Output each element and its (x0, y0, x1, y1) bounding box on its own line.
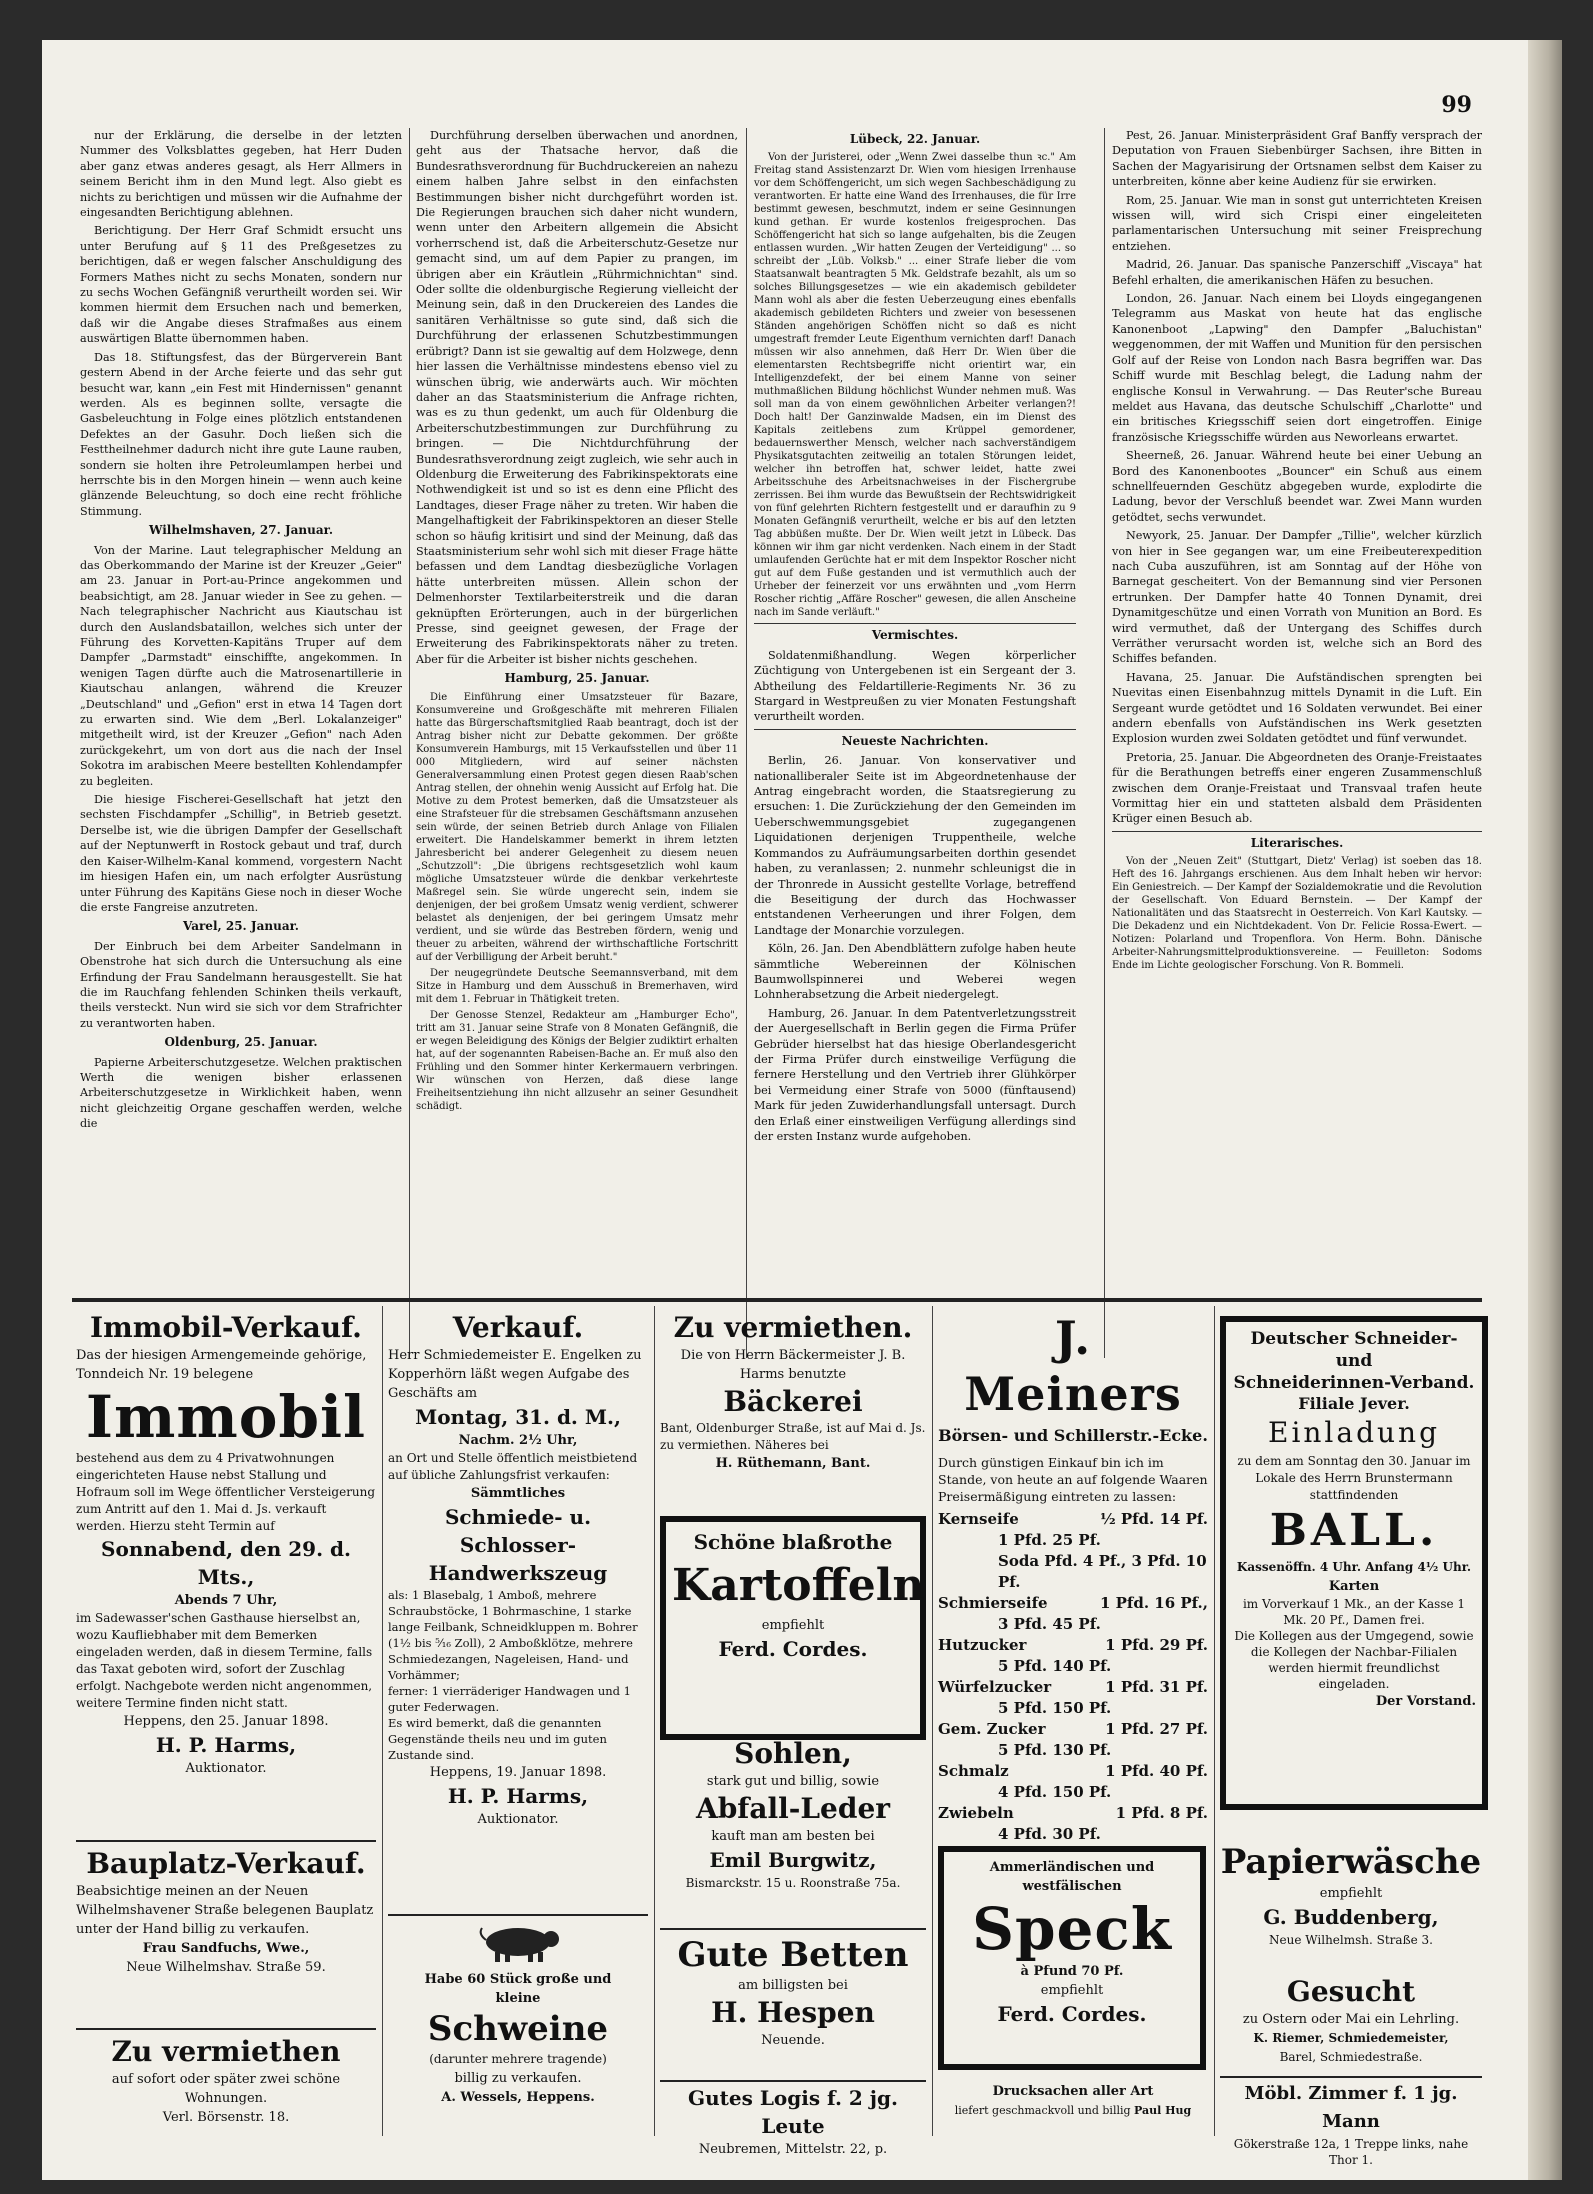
dateline: Wilhelmshaven, 27. Januar. (148, 523, 334, 538)
ad-text: ferner: 1 vierräderiger Handwagen und 1 guter Federwagen. (388, 1684, 631, 1714)
price-row (938, 1551, 1208, 1593)
ad-signer: Frau Sandfuchs, Wwe., (142, 1941, 310, 1956)
ad-title: Immobil-Verkauf. (90, 1311, 362, 1344)
dateline: Hamburg, 25. Januar. (504, 671, 650, 686)
ad-signer: K. Riemer, Schmiedemeister, (1253, 2031, 1449, 2045)
ad-text: als: 1 Blasebalg, 1 Amboß, mehrere Schraubstöcke, 1 Bohrmaschine, 1 starke lange Feilbank, Schneidkluppen m. Bohrer (1½ bis ⁵⁄₁₆ Zoll), 2 Amboßklötze, mehrere Schmiedezangen, Nageleisen, Hand- und Vorhämmer; (388, 1588, 638, 1682)
price-item: Schmierseife (938, 1594, 1048, 1612)
price-row (938, 1740, 1208, 1761)
price-value: 4 Pfd. 150 Pf. (998, 1783, 1112, 1801)
section-heading: Literarisches. (1112, 831, 1482, 851)
ad-immobil (76, 1310, 376, 1840)
ad-sohlen (660, 1736, 926, 1926)
ad-text: Heppens, 19. Januar 1898. (429, 1765, 607, 1780)
price-item: Kernseife (938, 1510, 1019, 1528)
ad-text: Karten (1328, 1579, 1380, 1594)
ad-text: westfälischen (1022, 1879, 1122, 1894)
ad-divider (76, 2028, 376, 2030)
article-paragraph: Köln, 26. Jan. Den Abendblättern zufolge haben heute sämmtliche Webereinnen der Kölnischen Baumwollspinnerei und Weberei wegen Lohnherabsetzung die Arbeit niedergelegt. (754, 942, 1076, 1002)
ads-divider (382, 1306, 383, 2136)
ad-text: Börsen- und Schillerstr.-Ecke. (938, 1426, 1208, 1445)
article-paragraph: Sheerneß, 26. Januar. Während heute bei einer Uebung an Bord des Kanonenbootes „Bouncer" ein Schuß aus einem schnellfeuernden Geschütz abgegeben wurde, explodirte die Ladung, bevor der Verschluß beendet war. Zwei Mann wurden getödtet, sechs verwundet. (1112, 449, 1482, 524)
ad-address: Neue Wilhelmsh. Straße 3. (1269, 1933, 1433, 1947)
ad-schweine (388, 1920, 648, 2140)
ad-title: Schneiderinnen-Verband. (1233, 1373, 1475, 1393)
ad-text: im Sadewasser'schen Gasthause hierselbst an, wozu Kaufliebhaber mit dem Bemerken eingeladen werden, daß in diesem Termine, falls das Taxat geboten wird, sofort der Zuschlag erfolgt. Nachgebote werden nicht angenommen, weitere Termine finden nicht statt. (76, 1611, 373, 1710)
ad-signer: H. Rüthemann, Bant. (715, 1456, 871, 1471)
ad-address: Gökerstraße 12a, 1 Treppe links, nahe Thor 1. (1233, 2137, 1469, 2167)
ad-headline: Immobil (85, 1383, 367, 1451)
newspaper-page (42, 40, 1562, 2180)
ad-text: stark gut und billig, sowie (706, 1774, 880, 1789)
ad-text: Die Kollegen aus der Umgegend, sowie die Kollegen der Nachbar-Filialen werden hiermit freundlichst eingeladen. (1234, 1629, 1474, 1691)
ad-signer: H. P. Harms, (447, 1784, 589, 1808)
ad-address: Bismarckstr. 15 u. Roonstraße 75a. (685, 1876, 901, 1890)
ad-title: Drucksachen aller Art (992, 2084, 1154, 2099)
article-paragraph: Pest, 26. Januar. Ministerpräsident Graf Banffy versprach der Deputation von Frauen Siebenbürger Sachsen, ihre Bitten in Sachen der Magyarisirung der Ortsnamen selbst dem Kaiser zu unterbreiten, könne aber keine Audienz für sie erwirken. (1112, 129, 1482, 189)
page-number: 99 (1441, 92, 1472, 118)
ad-address: Neuende. (761, 2033, 825, 2048)
ad-papierwaesche (1220, 1840, 1482, 1950)
ad-text: empfiehlt (761, 1618, 825, 1633)
article-paragraph: Der Einbruch bei dem Arbeiter Sandelmann in Obenstrohe hat sich durch die Untersuchung als eine Erfindung der Frau Sandelmann herausgestellt. Sie hat die im Rauchfang fehlenden Schinken theils verkauft, theils versteckt. Nun wird sie sich vor dem Strafrichter zu verantworten haben. (80, 939, 402, 1030)
ads-divider (654, 1306, 655, 2136)
price-row (938, 1803, 1208, 1824)
dateline: Varel, 25. Januar. (183, 919, 299, 934)
ad-title: Bauplatz-Verkauf. (86, 1847, 366, 1880)
price-value: 1 Pfd. 25 Pf. (998, 1531, 1101, 1549)
ad-text: (darunter mehrere tragende) (429, 2052, 607, 2066)
price-value: 5 Pfd. 140 Pf. (998, 1657, 1112, 1675)
ad-kartoffeln (660, 1516, 926, 1740)
article-paragraph: Hamburg, 26. Januar. In dem Patentverletzungsstreit der Auergesellschaft in Berlin gegen die Firma Prüfer Gebrüder hierselbst hat das hiesige Oberlandesgericht der Firma Prüfer durch einstweilige Verfügung die fernere Herstellung und den Vertrieb ihrer Glühkörper bei Vermeidung einer Strafe von 5000 (fünftausend) Mark für jeden Zuwiderhandlungsfall untersagt. Durch den Erlaß einer einstweiligen Verfügung allerdings sind der ersten Instanz wurde aufgehoben. (754, 1006, 1076, 1143)
ad-text: an Ort und Stelle öffentlich meistbietend auf übliche Zahlungsfrist verkaufen: (388, 1451, 638, 1482)
ad-headline: Speck (972, 1895, 1172, 1963)
ad-address: Neubremen, Mittelstr. 22, p. (698, 2142, 888, 2157)
ad-text: empfiehlt (1319, 1886, 1383, 1901)
ad-title: Möbl. Zimmer f. 1 jg. Mann (1244, 2083, 1458, 2132)
ad-text: im Vorverkauf 1 Mk., an der Kasse 1 Mk. 20 Pf., Damen frei. (1242, 1597, 1466, 1627)
ad-divider (388, 1914, 648, 1916)
price-value: 3 Pfd. 45 Pf. (998, 1615, 1101, 1633)
ad-text: Herr Schmiedemeister E. Engelken zu Kopperhörn läßt wegen Aufgabe des Geschäfts am (388, 1348, 642, 1401)
ad-text: auf sofort oder später zwei schöne Wohnungen. (111, 2072, 341, 2106)
ad-headline: Einladung (1268, 1416, 1440, 1449)
ad-signer: Der Vorstand. (1375, 1694, 1476, 1709)
article-paragraph: Die Einführung einer Umsatzsteuer für Bazare, Konsumvereine und Großgeschäfte mit mehreren Filialen hatte das Bürgerschaftsmitglied Raab beantragt, doch ist der Antrag bisher nicht zur Debatte gekommen. Der größte Konsumverein Hamburgs, mit 15 Verkaufsstellen und über 11 000 Mitgliedern, wird auf seiner nächsten Generalversammlung einen Protest gegen diesen Raab'schen Antrag stellen, der ohnehin wenig Aussicht auf Erfolg hat. Die Motive zu dem Protest bemerken, daß die Umsatzsteuer als eine Strafsteuer für die strebsamen Geschäftsmann anzusehen sein würde, der seinen Betrieb durch Anlage von Filialen erweitert. Die Handelskammer bemerkt in ihrem letzten Jahresbericht bei anderer Gelegenheit zu diesem neuen „Schutzzoll": „Die übrigens rechtsgesetzlich wohl kaum mögliche Umsatzsteuer würde die denkbar verkehrteste Maßregel sein. Sie würde ungerecht sein, indem sie denjenigen, der bei großem Umsatz wenig verdient, schwerer belastet als denjenigen, der bei geringem Umsatz mehr verdient, und sie würde das Bestreben fördern, wenig und theuer zu arbeiten, während der wirthschaftliche Fortschritt auf der Verbilligung der Arbeit beruht." (416, 691, 738, 963)
ad-text: Auktionator. (185, 1761, 267, 1776)
ad-headline: BALL. (1269, 1505, 1439, 1556)
ad-title: Zu vermiethen. (673, 1311, 913, 1344)
price-row (938, 1824, 1208, 1845)
ad-time: Nachm. 2½ Uhr, (458, 1433, 578, 1448)
ad-headline: Abfall-Leder (695, 1792, 891, 1825)
ad-betten (660, 1934, 926, 2054)
pig-icon (473, 1920, 563, 1964)
article-paragraph: Pretoria, 25. Januar. Die Abgeordneten des Oranje-Freistaates für die Berathungen betreffs einer engeren Zusammenschluß zwischen dem Oranje-Freistaat und Transvaal trafen heute Vormittag hier ein und statteten alsbald dem Präsidenten Krüger einen Besuch ab. (1112, 750, 1482, 826)
article-paragraph: Von der Juristerei, oder „Wenn Zwei dasselbe thun ꝛc." Am Freitag stand Assistenzarzt Dr. Wien vom hiesigen Irrenhause vor dem Schöffengericht, um sich wegen Sachbeschädigung zu verantworten. Er hatte eine Wand des Irrenhauses, die für Irre bestimmt gewesen, beschmutzt, indem er seine Gesinnungen kund gethan. Er wurde kostenlos freigesprochen. Das Schöffengericht hat sich so lange aufgehalten, bis die Zeugen entlassen wurden. „Wir hatten Zeugen der Verteidigung" ... so schreibt der „Lüb. Volksb." ... einer Strafe lieber die vom Staatsanwalt beantragten 5 Mk. Geldstrafe bezahlt, als um so solches Billungsgesetzes — wie ein akademisch gebildeter Mann wohl als aber die festen Ueberzeugung eines ebenfalls akademisch gebildeten Richters und zweier von besessenen Ständen angehörigen Schöffen nicht so daß es nicht umgestraft fremder Leute Eigenthum vernichten darf! Danach müssen wir also annehmen, daß Herr Dr. Wien über die elementarsten Rechtsbegriffe nicht orientirt war, ein Intelligenzdefekt, der bei einem Manne von seiner muthmaßlichen Bildung höchlichst Wunder nehmen muß. Was soll man da von einem gewöhnlichen Arbeiter verlangen?! Doch halt! Der Ganzinwalde Madsen, ein im Dienst des Kapitals zeitlebens zum Krüppel gemordener, bedauernswerther Mensch, welcher nach sachverständigem Physikatsgutachten zeitweilig an totalen Störungen leidet, welcher ihn betroffen hat, schwer leidet, hatte zwei Arbeitsschuhe des Arbeitsnachweises in der Fischergrube zerrissen. Bei ihm wurde das Bewußtsein der Rechtswidrigkeit von fünf gelehrten Richtern festgestellt und er daraufhin zu 9 Monaten Gefängniß verurtheilt, welche er bis auf den letzten Tag abbüßen mußte. Der Dr. Wien weilt jetzt in Lübeck. Das können wir ihm gar nicht verdenken. Nach einem in der Stadt umlaufenden Gerüchte hat er mit dem Inspektor Roscher nicht gut auf dem Fuße gestanden und ist vermuthlich auch der Urheber der feinerzeit vor uns erwähnten und „vom Herrn Roscher richtig „Affäre Roscher" gewesen, die allen Anscheine nach im Sande verläuft." (754, 152, 1076, 619)
price-item: Zwiebeln (938, 1804, 1014, 1822)
column-3 (754, 128, 1076, 1328)
price-item: Gem. Zucker (938, 1720, 1046, 1738)
ad-text: Beabsichtige meinen an der Neuen Wilhelmshavener Straße belegenen Bauplatz unter der Hand billig zu verkaufen. (76, 1884, 374, 1937)
ad-title: Sohlen, (734, 1737, 852, 1770)
price-value: 1 Pfd. 8 Pf. (1115, 1804, 1208, 1822)
price-value: 4 Pfd. 30 Pf. (998, 1825, 1101, 1843)
price-row (938, 1614, 1208, 1635)
price-list (938, 1509, 1208, 1845)
column-divider (1104, 128, 1105, 1358)
price-value: 1 Pfd. 31 Pf. (1105, 1678, 1208, 1696)
ads-divider (1214, 1306, 1215, 2136)
ad-text: am billigsten bei (738, 1978, 848, 1993)
article-paragraph: Der neugegründete Deutsche Seemannsverband, mit dem Sitze in Hamburg und dem Ausschuß in Bremerhaven, wird mit dem 1. Februar in Thätigkeit treten. (416, 967, 738, 1005)
ad-address: Barel, Schmiedestraße. (1279, 2050, 1423, 2064)
ad-address: Neue Wilhelmshav. Straße 59. (126, 1960, 326, 1975)
ad-signer: H. Hespen (711, 1996, 875, 2029)
price-value: 5 Pfd. 150 Pf. (998, 1699, 1112, 1717)
ad-verkauf (388, 1310, 648, 1910)
article-paragraph: Rom, 25. Januar. Wie man in sonst gut unterrichteten Kreisen wissen will, wird sich Crispi einer eingeleiteten parlamentarischen Untersuchung mit seiner Freisprechung entziehen. (1112, 193, 1482, 253)
ad-text: kleine (495, 1991, 541, 2006)
section-heading: Neueste Nachrichten. (754, 729, 1076, 749)
ad-text: billig zu verkaufen. (454, 2071, 582, 2086)
price-value: 5 Pfd. 130 Pf. (998, 1741, 1112, 1759)
article-paragraph: Berichtigung. Der Herr Graf Schmidt ersucht uns unter Berufung auf § 11 des Preßgesetzes zu berichtigen, daß er wegen falscher Anschuldigung des Formers Mathes nicht zu sechs Monaten, sondern nur zu sechs Wochen Gefängniß verurtheilt worden sei. Wir kommen hiermit dem Ersuchen nach und bemerken, daß wir die Angabe dieses Strafmaßes aus einem auswärtigen Blatte übernommen haben. (80, 224, 402, 346)
ad-divider (76, 1840, 376, 1842)
dateline: Oldenburg, 25. Januar. (164, 1035, 318, 1050)
dateline: Lübeck, 22. Januar. (849, 132, 981, 146)
article-paragraph: Havana, 25. Januar. Die Aufständischen sprengten bei Nuevitas einen Eisenbahnzug mittels Dynamit in die Luft. Ein Sergeant wurde getödtet und 16 Soldaten verwundet. Bei einer andern ebenfalls von Aufständischen ins Werk gesetzten Explosion wurden zwei Soldaten getödtet und fünf verwundet. (1112, 670, 1482, 746)
ad-zu-vermiethen-wohnungen (76, 2034, 376, 2144)
price-value: 1 Pfd. 16 Pf., (1099, 1594, 1208, 1612)
ad-signer: A. Wessels, Heppens. (441, 2090, 595, 2105)
price-value: ½ Pfd. 14 Pf. (1099, 1510, 1208, 1528)
ad-title: Gesucht (1286, 1975, 1416, 2008)
ad-headline: Bäckerei (723, 1385, 863, 1418)
ad-text: empfiehlt (1040, 1983, 1104, 1998)
article-paragraph: nur der Erklärung, die derselbe in der letzten Nummer des Volksblattes gegeben, hat Herr Duden aber ganz etwas anderes gesagt, als Herr Allmers in seinem Bericht ihm in den Mund legt. Also giebt es nichts zu berichtigen und müssen wir die Aufnahme der eingesandten Berichtigung ablehnen. (80, 129, 402, 220)
ad-title: J. Meiners (964, 1311, 1182, 1421)
column-4 (1112, 128, 1482, 1328)
column-divider (746, 128, 747, 1358)
ad-text: à Pfund 70 Pf. (1020, 1964, 1124, 1979)
column-divider (409, 128, 410, 1358)
ad-text: Bant, Oldenburger Straße, ist auf Mai d. Js. zu vermiethen. Näheres bei (660, 1421, 926, 1452)
ad-text: Es wird bemerkt, daß die genannten Gegenstände theils neu und im guten Zustande sind. (388, 1716, 607, 1762)
ad-text: Ammerländischen und (989, 1860, 1155, 1875)
ad-divider (1220, 2076, 1482, 2078)
ad-drucksachen (938, 2082, 1208, 2142)
ad-text: Kassenöffn. 4 Uhr. Anfang 4½ Uhr. (1236, 1560, 1472, 1574)
ad-text: kauft man am besten bei (711, 1829, 875, 1844)
ad-date: Sonnabend, den 29. d. Mts., (101, 1537, 351, 1589)
article-paragraph: Von der „Neuen Zeit" (Stuttgart, Dietz' Verlag) ist soeben das 18. Heft des 16. Jahrgangs erschienen. Aus dem Inhalt heben wir hervor: Ein Geniestreich. — Der Kampf der Sozialdemokratie und die Revolution der Gesellschaft. Von Eduard Bernstein. — Der Kampf der Nationalitäten und das Staatsrecht in Oesterreich. Von Karl Kautsky. — Die Dekadenz und ein Nichtdekadent. Von Dr. Felicie Rossa-Ewert. — Notizen: Polarland und Tropenflora. Von Herm. Bohn. Dänische Arbeiter-Nahrungsmittelproduktionsvereine. — Feuilleton: Sodoms Ende im Lichte geologischer Forschung. Von R. Bommeli. (1112, 856, 1482, 972)
price-row (938, 1782, 1208, 1803)
ad-text: Das der hiesigen Armengemeinde gehörige, Tonndeich Nr. 19 belegene (76, 1348, 367, 1382)
price-row (938, 1656, 1208, 1677)
ad-title: Gute Betten (677, 1935, 909, 1975)
ad-text: Auktionator. (477, 1812, 559, 1827)
ad-text: liefert geschmackvoll und billig (954, 2104, 1131, 2117)
ads-divider (932, 1306, 933, 2136)
ad-headline: Kartoffeln (672, 1560, 925, 1611)
ad-text: Die von Herrn Bäckermeister J. B. Harms benutzte (680, 1348, 906, 1382)
ads-separator (72, 1298, 1482, 1302)
article-paragraph: Von der Marine. Laut telegraphischer Meldung an das Oberkommando der Marine ist der Kreuzer „Geier" am 23. Januar in Port-au-Prince angekommen und beabsichtigt, am 28. Januar wieder in See zu gehen. — Nach telegraphischer Nachricht aus Kiautschau ist durch den Auslandsbataillon, welches sich unter der Führung des Korvetten-Kapitäns Truper auf dem Dampfer „Darmstadt" einschiffte, angekommen. In wenigen Tagen dürfte auch die Matrosenartillerie in Kiautschau anlangen, während die Kreuzer „Deutschland" und „Gefion" erst in etwa 14 Tagen dort zu erwarten sind. Wie dem „Berl. Lokalanzeiger" mitgetheilt wird, ist der Kreuzer „Gefion" nach Aden zurückgekehrt, um von dort aus die nach der Insel Sokotra im arabischen Meere bestellten Kohlendampfer zu begleiten. (80, 543, 402, 788)
ad-text: bestehend aus dem zu 4 Privatwohnungen eingerichteten Hause nebst Stallung und Hofraum soll im Wege öffentlicher Versteigerung zum Antritt auf den 1. Mai d. Js. verkauft werden. Hierzu steht Termin auf (76, 1451, 376, 1533)
ad-divider (660, 2080, 926, 2082)
ad-meiners (938, 1310, 1208, 1843)
ad-baeckerei (660, 1310, 926, 1510)
ad-address: Verl. Börsenstr. 18. (162, 2110, 290, 2125)
price-value: 1 Pfd. 27 Pf. (1105, 1720, 1208, 1738)
price-item: Schmalz (938, 1762, 1009, 1780)
ad-title: Verkauf. (452, 1311, 584, 1344)
ad-date: Montag, 31. d. M., (415, 1405, 621, 1429)
price-value: 1 Pfd. 29 Pf. (1105, 1636, 1208, 1654)
ad-title: Zu vermiethen (111, 2035, 341, 2068)
price-row (938, 1635, 1208, 1656)
ad-signer: H. P. Harms, (155, 1733, 297, 1757)
ad-text: zu Ostern oder Mai ein Lehrling. (1242, 2012, 1460, 2027)
ad-bauplatz (76, 1846, 376, 2026)
ad-signer: Emil Burgwitz, (709, 1848, 877, 1872)
article-paragraph: Papierne Arbeiterschutzgesetze. Welchen praktischen Werth die wenigen bisher erlassenen Arbeiterschutzgesetze in Wirklichkeit haben, wenn nicht gleichzeitig Organe geschaffen werden, welche die (80, 1055, 402, 1131)
price-row (938, 1761, 1208, 1782)
price-row (938, 1509, 1208, 1530)
ad-text: Filiale Jever. (1298, 1394, 1410, 1413)
ad-signer: G. Buddenberg, (1263, 1905, 1439, 1929)
price-value: Soda Pfd. 4 Pf., 3 Pfd. 10 Pf. (998, 1552, 1207, 1591)
ad-text: Durch günstigen Einkauf bin ich im Stande, von heute an auf folgende Waaren Preisermäßigung eintreten zu lassen: (938, 1455, 1208, 1504)
ad-zimmer (1220, 2080, 1482, 2167)
price-item: Hutzucker (938, 1636, 1027, 1654)
ad-headline: Schweine (427, 2009, 609, 2049)
ad-text: Sämmtliches (470, 1486, 566, 1501)
price-row (938, 1677, 1208, 1698)
article-paragraph: Die hiesige Fischerei-Gesellschaft hat jetzt den sechsten Fischdampfer „Schillig", in Betrieb gesetzt. Derselbe ist, wie die übrigen Dampfer der Gesellschaft auf der Neptunwerft in Rostock gebaut und traf, durch den Kaiser-Wilhelm-Kanal kommend, vorgestern Nacht im hiesigen Hafen ein, um nach erfolgter Ausrüstung unter Führung des Kapitäns Giese noch in dieser Woche die erste Fangreise anzutreten. (80, 793, 402, 914)
section-heading: Vermischtes. (754, 623, 1076, 643)
article-paragraph: Durchführung derselben überwachen und anordnen, geht aus der Thatsache hervor, daß die Bundesrathsverordnung für Buchdruckereien an nahezu einem halben Jahre selbst in den einfachsten Bestimmungen bisher nicht durchgeführt worden ist. Die Regierungen brauchen sich daher nicht wundern, wenn unter den Arbeitern allgemein die Absicht vorherrschend ist, daß die Arbeiterschutz-Gesetze nur gemacht sind, um auf dem Papier zu prangen, im übrigen aber ein Kräutlein „Rührmichnichtan" sind. Oder sollte die oldenburgische Regierung vielleicht der Meinung sein, daß in den Druckereien des Landes die sanitären Verhältnisse so gute sind, daß sich die Durchführung der erlassenen Schutzbestimmungen erübrigt? Dann ist sie gewaltig auf dem Holzwege, denn hier lassen die Verhältnisse mindestens ebenso viel zu wünschen übrig, wie anderwärts auch. Wir möchten daher an das Staatsministerium die Anfrage richten, was es zu thun gedenkt, um auch für Oldenburg die Arbeiterschutzbestimmungen zur Durchführung zu bringen. — Die Nichtdurchführung der Bundesrathsverordnung zeigt zugleich, wie sehr auch in Oldenburg die Erweiterung des Fabrikinspektorats eine Nothwendigkeit ist und so ist es denn eine Pflicht des Landtages, dieser Frage näher zu treten. Wir haben die Mangelhaftigkeit der Fabrikinspektoren an dieser Stelle schon so häufig kritisirt und sind der Meinung, daß das Staatsministerium sehr wohl sich mit dieser Frage hätte befassen und dem Landtag diesbezügliche Vorlagen hätte unterbreiten müssen. Allein schon der Delmenhorster Textilarbeiterstreik und die daran geknüpften Erörterungen, auch in der bürgerlichen Presse, sind geeignet gewesen, der Frage der Erweiterung des Fabrikinspektorats näher zu treten. Aber für die Arbeiter ist bisher nichts geschehen. (416, 129, 738, 666)
ad-text: Heppens, den 25. Januar 1898. (123, 1714, 329, 1729)
ad-title: Deutscher Schneider- und (1250, 1329, 1458, 1371)
article-paragraph: Berlin, 26. Januar. Von konservativer und nationalliberaler Seite ist im Abgeordnetenhause der Antrag eingebracht worden, die Staatsregierung zu ersuchen: 1. Die Zurückziehung der den Gemeinden im Ueberschwemmungsgebiet zugegangenen Liquidationen derjenigen Truppentheile, welche Kommandos zu Aufräumungsarbeiten dorthin gesendet haben, zu veranlassen; 2. nunmehr schleunigst die in der Thronrede in Aussicht gestellte Vorlage, betreffend die Beseitigung der durch das Hochwasser entstandenen Verheerungen und ihrer Folgen, dem Landtage der Monarchie vorzulegen. (754, 754, 1076, 937)
price-item: Würfelzucker (938, 1678, 1052, 1696)
article-paragraph: Newyork, 25. Januar. Der Dampfer „Tillie", welcher kürzlich von hier in See gegangen war, um eine Freibeuterexpedition nach Cuba auszuführen, ist am Sonntag auf der Höhe von Barnegat gescheitert. Von der Bemannung sind vier Personen ertrunken. Der Dampfer hatte 40 Tonnen Dynamit, drei Dynamitgeschütze und einen Vorrath von Munition an Bord. Es wird vermuthet, daß der Untergang des Schiffes durch Verräther verursacht worden ist, welche sich an Bord des Schiffes befanden. (1112, 529, 1482, 666)
column-1 (80, 128, 402, 1328)
ad-title: Gutes Logis f. 2 jg. Leute (688, 2086, 898, 2138)
ad-signer: Ferd. Cordes. (997, 2002, 1147, 2026)
price-row (938, 1593, 1208, 1614)
price-row (938, 1698, 1208, 1719)
price-row (938, 1719, 1208, 1740)
ad-gesucht (1220, 1974, 1482, 2074)
ad-signer: Paul Hug (1134, 2104, 1192, 2117)
ad-text: Schöne blaßrothe (693, 1530, 893, 1554)
ad-schneider-verband (1220, 1316, 1488, 1810)
price-row (938, 1530, 1208, 1551)
price-value: 1 Pfd. 40 Pf. (1105, 1762, 1208, 1780)
ad-text: zu dem am Sonntag den 30. Januar im Lokale des Herrn Brunstermann stattfindenden (1237, 1454, 1471, 1502)
article-paragraph: Das 18. Stiftungsfest, das der Bürgerverein Bant gestern Abend in der Arche feierte und das sehr gut besucht war, kann „ein Fest mit Hindernissen" genannt werden. Als es beginnen sollte, versagte die Gasbeleuchtung in Folge eines plötzlich entstandenen Defektes an der Gasuhr. Doch ließen sich die Festtheilnehmer dadurch nicht ihre gute Laune rauben, sondern sie holten ihre Petroleumlampen herbei und herrschte bis in den Morgen hinein — wenn auch keine glänzende Beleuchtung, so doch eine recht fröhliche Stimmung. (80, 350, 402, 518)
article-paragraph: Der Genosse Stenzel, Redakteur am „Hamburger Echo", tritt am 31. Januar seine Strafe von 8 Monaten Gefängniß, die er wegen Beleidigung des Königs der Belgier zudiktirt erhalten hat, auf der sogenannten Rabeisen-Bache an. Er muß also den Frühling und den Sommer hinter Kerkermauern verbringen. Wir wünschen von Herzen, daß diese lange Freiheitsentziehung ihn nicht allzusehr an seiner Gesundheit schädigt. (416, 1009, 738, 1112)
article-paragraph: Soldatenmißhandlung. Wegen körperlicher Züchtigung von Untergebenen ist ein Sergeant der 3. Abtheilung des Feldartillerie-Regiments Nr. 36 zu Stargard in Westpreußen zu vier Monaten Festungshaft verurtheilt worden. (754, 648, 1076, 724)
ad-speck (938, 1846, 1206, 2070)
ad-divider (660, 1928, 926, 1930)
page-spine (1528, 40, 1562, 2180)
ad-headline: Handwerkszeug (428, 1561, 608, 1585)
ad-headline: Schmiede- u. Schlosser- (444, 1505, 592, 1557)
column-2 (416, 128, 738, 1328)
ad-time: Abends 7 Uhr, (174, 1593, 278, 1608)
ad-title: Papierwäsche (1220, 1842, 1482, 1882)
ad-signer: Ferd. Cordes. (718, 1637, 868, 1661)
ad-text: Habe 60 Stück große und (424, 1972, 612, 1987)
ad-logis (660, 2084, 926, 2157)
article-paragraph: London, 26. Januar. Nach einem bei Lloyds eingegangenen Telegramm aus Maskat von heute hat das englische Kanonenboot „Lapwing" den Dampfer „Baluchistan" weggenommen, der mit Waffen und Munition für den persischen Golf auf der Reise von London nach Basra begriffen war. Das Schiff wurde mit Beschlag belegt, die Ladung nahm der englische Konsul in Verwahrung. — Das Reuter'sche Bureau meldet aus Havana, das deutsche Schulschiff „Charlotte" und ein britisches Kriegsschiff seien dort eingetroffen. Einige französische Kriegsschiffe würden aus Neworleans erwartet. (1112, 292, 1482, 444)
article-paragraph: Madrid, 26. Januar. Das spanische Panzerschiff „Viscaya" hat Befehl erhalten, die amerikanischen Häfen zu besuchen. (1112, 258, 1482, 287)
